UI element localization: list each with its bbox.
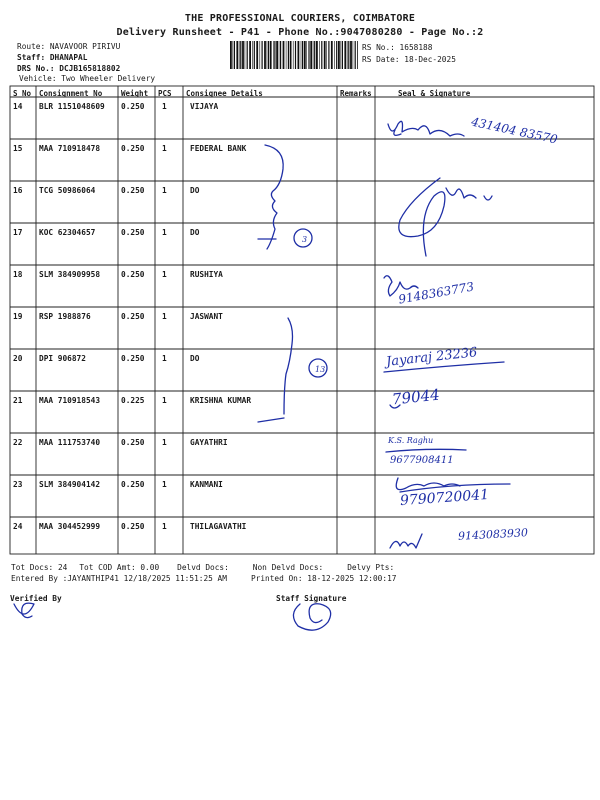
row-consignment-no: MAA 304452999 bbox=[39, 522, 101, 531]
handwriting-row22-num: 9677908411 bbox=[390, 455, 454, 466]
row-weight: 0.250 bbox=[121, 102, 145, 111]
barcode-bar bbox=[242, 41, 244, 69]
printed-on: Printed On: 18-12-2025 12:00:17 bbox=[250, 574, 397, 583]
row-weight: 0.250 bbox=[121, 144, 145, 153]
row-sno: 17 bbox=[13, 228, 23, 237]
row-weight: 0.250 bbox=[121, 186, 145, 195]
handwriting-row21: 79044 bbox=[391, 385, 441, 409]
barcode-bar bbox=[270, 41, 272, 69]
ditto-bracket-15-17 bbox=[265, 145, 283, 249]
rs-number: RS No.: 1658188 bbox=[362, 43, 433, 52]
circled-mark-row17: 3 bbox=[302, 235, 308, 244]
handwriting-row18: 9148363773 bbox=[397, 279, 475, 307]
delvd-docs: Delvd Docs: bbox=[177, 563, 229, 572]
barcode-bar bbox=[328, 41, 329, 69]
barcode-bar bbox=[264, 41, 266, 69]
barcode-bar bbox=[260, 41, 261, 69]
barcode-bar bbox=[301, 41, 302, 69]
signature-row24 bbox=[390, 534, 422, 548]
route-label: Route: NAVAVOOR PIRIVU bbox=[17, 42, 121, 51]
barcode-bar bbox=[344, 41, 346, 69]
row-sno: 22 bbox=[13, 438, 23, 447]
barcode-bar bbox=[326, 41, 327, 69]
row-sno: 14 bbox=[13, 102, 23, 111]
barcode-bar bbox=[273, 41, 274, 69]
col-seal-header: Seal & Signature bbox=[398, 89, 471, 98]
col-consignment-header: Consignment No bbox=[39, 89, 103, 98]
barcode-bar bbox=[336, 41, 337, 69]
barcode-bar bbox=[347, 41, 348, 69]
footer-entry-info bbox=[11, 574, 396, 583]
row-sno: 21 bbox=[13, 396, 23, 405]
barcode-bar bbox=[348, 41, 349, 69]
barcode-bar bbox=[280, 41, 281, 69]
row-sno: 20 bbox=[13, 354, 23, 363]
barcode-bar bbox=[321, 41, 322, 69]
barcode-bar bbox=[283, 41, 285, 69]
row-consignment-no: KOC 62304657 bbox=[39, 228, 96, 237]
signature-row16-17 bbox=[399, 178, 445, 256]
entered-by: Entered By :JAYANTHIP41 12/18/2025 11:51:25 AM bbox=[11, 574, 227, 583]
col-remarks-header: Remarks bbox=[340, 89, 372, 98]
row-pcs: 1 bbox=[162, 480, 167, 489]
row-pcs: 1 bbox=[162, 186, 167, 195]
barcode-bar bbox=[230, 41, 232, 69]
barcode-bar bbox=[342, 41, 343, 69]
tot-cod-amt: Tot COD Amt: 0.00 bbox=[79, 563, 160, 572]
barcode-bar bbox=[249, 41, 251, 69]
row-weight: 0.250 bbox=[121, 522, 145, 531]
row-consignee: GAYATHRI bbox=[190, 438, 228, 447]
barcode-bar bbox=[236, 41, 238, 69]
row-pcs: 1 bbox=[162, 354, 167, 363]
vehicle-label: Vehicle: Two Wheeler Delivery bbox=[19, 74, 156, 83]
handwriting-row20: Jayaraj 23236 bbox=[385, 345, 479, 370]
barcode-bar bbox=[276, 41, 278, 69]
row-weight: 0.250 bbox=[121, 228, 145, 237]
barcode-bar bbox=[262, 41, 263, 69]
barcode-bar bbox=[256, 41, 258, 69]
row-consignee: DO bbox=[190, 228, 200, 237]
verified-signature bbox=[14, 603, 34, 617]
barcode-bar bbox=[295, 41, 296, 69]
row-weight: 0.250 bbox=[121, 438, 145, 447]
staff-label: Staff: DHANAPAL bbox=[17, 53, 88, 62]
row-consignee: KANMANI bbox=[190, 480, 223, 489]
row-pcs: 1 bbox=[162, 270, 167, 279]
row-consignee: RUSHIYA bbox=[190, 270, 223, 279]
barcode-bar bbox=[316, 41, 318, 69]
col-sno-header: S No bbox=[13, 89, 32, 98]
barcode-bar bbox=[267, 41, 268, 69]
row-weight: 0.225 bbox=[121, 396, 145, 405]
signature-row23 bbox=[396, 478, 460, 490]
delvy-pts: Delvy Pts: bbox=[347, 563, 395, 572]
ditto-bracket-19-21 bbox=[284, 318, 293, 414]
row-consignment-no: RSP 1988876 bbox=[39, 312, 91, 321]
barcode-bar bbox=[353, 41, 354, 69]
barcode-bar bbox=[355, 41, 356, 69]
row-consignment-no: MAA 111753740 bbox=[39, 438, 101, 447]
barcode-bar bbox=[240, 41, 241, 69]
row-pcs: 1 bbox=[162, 312, 167, 321]
col-pcs-header: PCS bbox=[158, 89, 172, 98]
staff-signature-mark bbox=[293, 604, 330, 630]
drs-number: DRS No.: DCJB165818802 bbox=[17, 64, 121, 73]
page-title: THE PROFESSIONAL COURIERS, COIMBATORE bbox=[184, 13, 416, 24]
barcode-bar bbox=[341, 41, 342, 69]
row-consignee: DO bbox=[190, 354, 200, 363]
barcode-bar bbox=[245, 41, 246, 69]
barcode-bar bbox=[302, 41, 303, 69]
row-weight: 0.250 bbox=[121, 354, 145, 363]
barcode-bar bbox=[304, 41, 306, 69]
row-consignee: KRISHNA KUMAR bbox=[190, 396, 252, 405]
barcode-bar bbox=[247, 41, 248, 69]
barcode-bar bbox=[234, 41, 235, 69]
barcode-bar bbox=[293, 41, 294, 69]
barcode-bar bbox=[310, 41, 312, 69]
barcode-bar bbox=[319, 41, 320, 69]
barcode-bar bbox=[254, 41, 255, 69]
barcode-bar bbox=[279, 41, 280, 69]
row-weight: 0.250 bbox=[121, 312, 145, 321]
row-pcs: 1 bbox=[162, 396, 167, 405]
signature-row14 bbox=[388, 121, 464, 136]
barcode-bar bbox=[334, 41, 335, 69]
row-sno: 23 bbox=[13, 480, 23, 489]
row-sno: 19 bbox=[13, 312, 23, 321]
barcode-bar bbox=[338, 41, 340, 69]
row-consignment-no: BLR 1151048609 bbox=[39, 102, 105, 111]
handwriting-row24-num: 9143083930 bbox=[457, 526, 529, 543]
barcode-bar bbox=[268, 41, 269, 69]
verified-by-label: Verified By bbox=[10, 594, 62, 603]
barcode-bar bbox=[252, 41, 253, 69]
row-pcs: 1 bbox=[162, 438, 167, 447]
row-pcs: 1 bbox=[162, 102, 167, 111]
row-pcs: 1 bbox=[162, 228, 167, 237]
barcode-bar bbox=[357, 41, 358, 69]
handwriting-row23-num: 9790720041 bbox=[399, 486, 490, 510]
barcode-bar bbox=[286, 41, 287, 69]
barcode-bar bbox=[306, 41, 307, 69]
col-consignee-header: Consignee Details bbox=[186, 89, 263, 98]
row-sno: 15 bbox=[13, 144, 23, 153]
barcode-bar bbox=[274, 41, 275, 69]
barcode-bar bbox=[350, 41, 352, 69]
barcode-bar bbox=[239, 41, 240, 69]
row-weight: 0.250 bbox=[121, 270, 145, 279]
rs-date: RS Date: 18-Dec-2025 bbox=[362, 55, 456, 64]
tot-docs: Tot Docs: 24 bbox=[11, 563, 68, 572]
barcode-bar bbox=[233, 41, 234, 69]
row-consignee: FEDERAL BANK bbox=[190, 144, 247, 153]
row-weight: 0.250 bbox=[121, 480, 145, 489]
row-sno: 16 bbox=[13, 186, 23, 195]
staff-signature-label: Staff Signature bbox=[276, 594, 347, 603]
handwriting-row14: 431404 83570 bbox=[469, 114, 559, 147]
barcode-bar bbox=[290, 41, 292, 69]
row-consignee: DO bbox=[190, 186, 200, 195]
barcode-bar bbox=[288, 41, 289, 69]
footer-totals bbox=[11, 563, 394, 572]
barcode-bar bbox=[298, 41, 300, 69]
row-consignee: VIJAYA bbox=[190, 102, 219, 111]
row-consignment-no: SLM 384904142 bbox=[39, 480, 101, 489]
barcode-bar bbox=[324, 41, 326, 69]
barcode-bar bbox=[313, 41, 314, 69]
barcode-bar bbox=[308, 41, 309, 69]
non-delvd-docs: Non Delvd Docs: bbox=[252, 563, 324, 572]
barcode-image bbox=[230, 41, 358, 69]
row-sno: 18 bbox=[13, 270, 23, 279]
row-consignment-no: MAA 710918478 bbox=[39, 144, 101, 153]
row-sno: 24 bbox=[13, 522, 23, 531]
circled-mark-row20: 13 bbox=[315, 365, 326, 374]
row-pcs: 1 bbox=[162, 144, 167, 153]
col-weight-header: Weight bbox=[121, 89, 149, 98]
handwriting-row22-name: K.S. Raghu bbox=[388, 436, 434, 445]
row-consignee: THILAGAVATHI bbox=[190, 522, 247, 531]
row-consignment-no: TCG 50986064 bbox=[39, 186, 96, 195]
row-consignment-no: DPI 906872 bbox=[39, 354, 86, 363]
row-consignee: JASWANT bbox=[190, 312, 223, 321]
row-consignment-no: MAA 710918543 bbox=[39, 396, 101, 405]
row-consignment-no: SLM 384909958 bbox=[39, 270, 101, 279]
runsheet-subtitle: Delivery Runsheet - P41 - Phone No.:9047080280 - Page No.:2 bbox=[116, 27, 484, 38]
barcode-bar bbox=[331, 41, 333, 69]
row-pcs: 1 bbox=[162, 522, 167, 531]
barcode-bar bbox=[314, 41, 315, 69]
